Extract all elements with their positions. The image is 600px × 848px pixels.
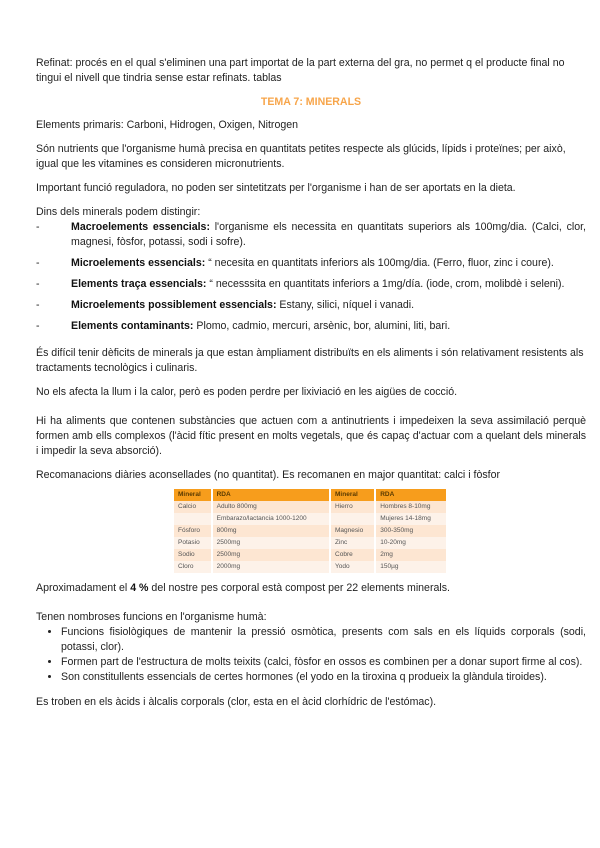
description: “ necesita en quantitats inferiors als 100mg/dia. (Ferro, fluor, zinc i coure).	[205, 257, 554, 269]
cell: Cloro	[174, 561, 212, 573]
header-cell: Mineral	[174, 489, 212, 501]
rda-table	[174, 489, 448, 573]
paragraph-llum: No els afecta la llum i la calor, però es poden perdre per lixiviació en les aigües de cocció.	[36, 386, 458, 398]
section-title: TEMA 7: MINERALS	[260, 96, 362, 108]
list-item: • Formen part de l'estructura de molts teixits (calci, fòsfor en ossos es combinen per a donar suport firme al cos).	[61, 655, 586, 670]
table-row	[174, 501, 447, 513]
cell: Sodio	[174, 549, 212, 561]
term: Elements contaminants:	[71, 320, 194, 332]
cell: Hierro	[330, 501, 375, 513]
cell: Embarazo/lactancia 1000-1200	[212, 513, 330, 525]
paragraph-nutrients: Són nutrients que l'organisme humà precisa en quantitats petites respecte als glúcids, lípids i proteïnes; per això, igual que les vitamines es consideren micronutrients.	[36, 143, 566, 170]
cell: Adulto 800mg	[212, 501, 330, 513]
paragraph-deficit: És difícil tenir dèficits de minerals ja que estan àmpliament distribuïts en els aliments i són relativament resistents als tractaments tecnològics i culinaris.	[36, 347, 584, 374]
list-item	[36, 220, 586, 250]
list-item	[36, 256, 586, 271]
paragraph-primaris: Elements primaris: Carboni, Hidrogen, Oxigen, Nitrogen	[36, 119, 299, 131]
list-item: • Son constitullents essencials de certes hormones (el yodo en la tiroxina q produeix la glàndula tiroides).	[61, 670, 586, 685]
cell: Potasio	[174, 537, 212, 549]
cell: Magnesio	[330, 525, 375, 537]
cell: 800mg	[212, 525, 330, 537]
list-item	[36, 319, 586, 334]
paragraph-recomanacions: Recomanacions diàries aconsellades (no quantitat). Es recomanen en major quantitat: calci i fòsfor	[36, 469, 501, 481]
cell: Mujeres 14-18mg	[375, 513, 447, 525]
table-row	[174, 513, 447, 525]
table-row	[174, 525, 447, 537]
cell: 2mg	[375, 549, 447, 561]
description: Plomo, cadmio, mercuri, arsènic, bor, alumini, liti, bari.	[193, 320, 451, 332]
cell: 2500mg	[212, 549, 330, 561]
description: l'organisme els necessita en quantitats superiors als 100mg/dia. (Calci, clor, magnesi, fòsfor, potassi, sodi i sofre).	[71, 221, 587, 248]
cell: Fósforo	[174, 525, 212, 537]
table-row	[174, 537, 447, 549]
header-cell: RDA	[212, 489, 330, 501]
paragraph-funcio: Important funció reguladora, no poden ser sintetitzats per l'organisme i han de ser aportats en la dieta.	[36, 182, 516, 194]
functions-list	[36, 625, 586, 685]
paragraph-acids: Es troben en els àcids i àlcalis corporals (clor, esta en el àcid clorhídric de l'estómac).	[36, 696, 437, 708]
document-body	[36, 56, 586, 719]
cell: Yodo	[330, 561, 375, 573]
cell	[174, 513, 212, 525]
mineral-types-list	[36, 220, 586, 334]
term: Microelements essencials:	[71, 257, 206, 269]
text: Aproximadament el	[36, 582, 131, 594]
description: “ necesssita en quantitats inferiors a 1mg/día. (iode, crom, molibdè i seleni).	[206, 278, 565, 290]
cell: 2500mg	[212, 537, 330, 549]
header-cell: Mineral	[330, 489, 375, 501]
table-row	[174, 549, 447, 561]
paragraph-dins: Dins dels minerals podem distingir:	[36, 206, 201, 218]
paragraph-aproximadament	[36, 581, 586, 596]
list-item	[36, 277, 586, 292]
header-cell: RDA	[375, 489, 447, 501]
paragraph-funcions: Tenen nombroses funcions en l'organisme humà:	[36, 611, 267, 623]
cell: 150µg	[375, 561, 447, 573]
term: Macroelements essencials:	[71, 221, 210, 233]
cell: Hombres 8-10mg	[375, 501, 447, 513]
description: Estany, silici, níquel i vanadi.	[276, 299, 415, 311]
cell	[330, 513, 375, 525]
cell: 2000mg	[212, 561, 330, 573]
term: Microelements possiblement essencials:	[71, 299, 277, 311]
table-row	[174, 561, 447, 573]
list-item	[36, 298, 586, 313]
percent: 4 %	[130, 582, 149, 594]
text: del nostre pes corporal està compost per 22 elements minerals.	[148, 582, 450, 594]
cell: 10-20mg	[375, 537, 447, 549]
term: Elements traça essencials:	[71, 278, 207, 290]
paragraph-refinat: Refinat: procés en el qual s'eliminen una part importat de la part externa del gra, no permet q el producte final no tingui el nivell que tindria sense estar refinats. tablas	[36, 57, 565, 84]
cell: Cobre	[330, 549, 375, 561]
table-header	[174, 489, 447, 501]
list-item: • Funcions fisiològiques de mantenir la pressió osmòtica, presents com sals en els líquids corporals (sodi, potassi, clor).	[61, 625, 586, 655]
cell: 300-350mg	[375, 525, 447, 537]
cell: Zinc	[330, 537, 375, 549]
paragraph-antinutrients: Hi ha aliments que contenen substàncies que actuen com a antinutrients i impedeixen la seva assimilació perquè formen amb ells complexos (l'àcid fític present en molts vegetals, que és capaç d'actuar com a quelant dels minerals i impedir la seva absorció).	[36, 415, 586, 457]
cell: Calcio	[174, 501, 212, 513]
